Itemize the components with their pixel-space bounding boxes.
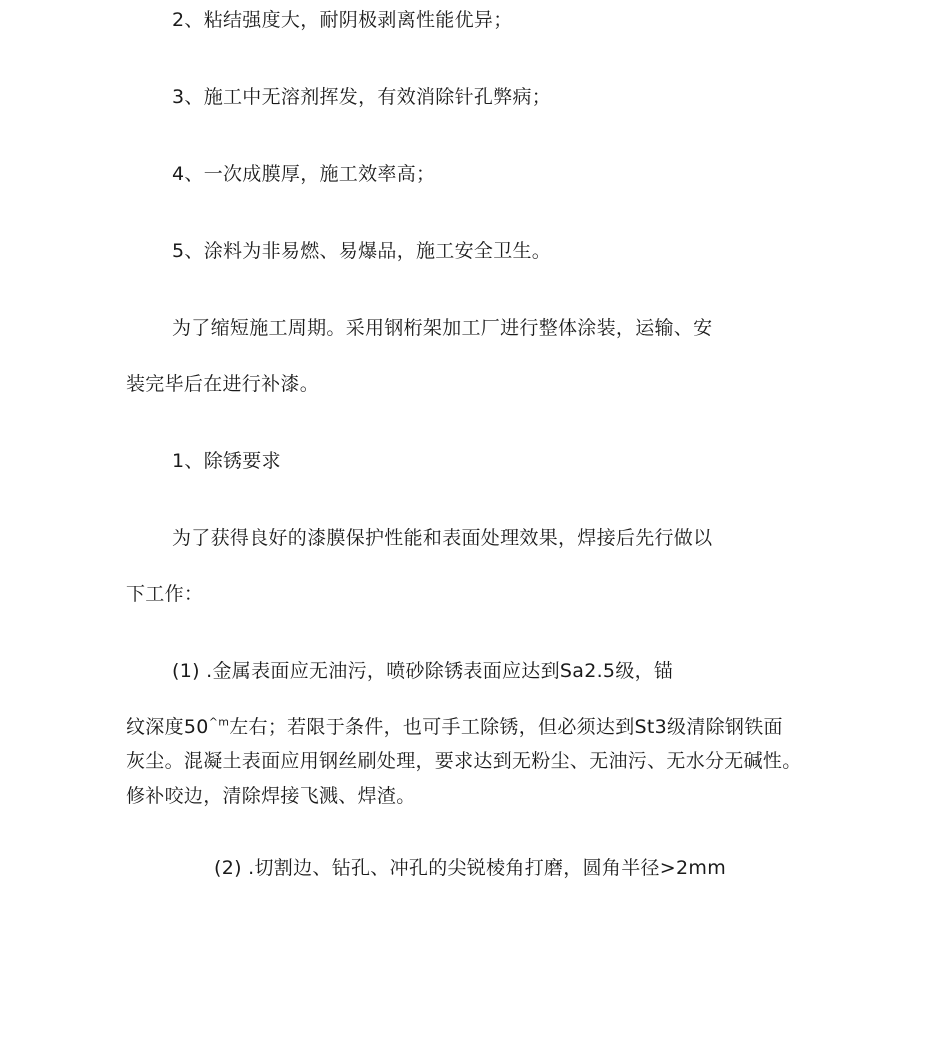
- unit-superscript: ^m: [208, 715, 230, 729]
- section-heading: 1、除锈要求: [172, 450, 281, 472]
- list-item-5: 5、涂料为非易燃、易爆品，施工安全卫生。: [172, 240, 552, 262]
- item-1-line-4: 修补咬边，清除焊接飞溅、焊渣。: [126, 785, 416, 807]
- item-1-line-2-rest: 左右；若限于条件，也可手工除锈，但必须达到St3级清除钢铁面: [229, 716, 783, 738]
- item-1-line-2: [126, 716, 783, 738]
- paragraph-2-line-1: 为了获得良好的漆膜保护性能和表面处理效果，焊接后先行做以: [172, 527, 713, 549]
- item-2-line-1: (2) .切割边、钻孔、冲孔的尖锐棱角打磨，圆角半径>2mm: [214, 857, 727, 879]
- list-item-4: 4、一次成膜厚，施工效率高；: [172, 163, 436, 185]
- item-1-line-1: (1) .金属表面应无油污，喷砂除锈表面应达到Sa2.5级，锚: [172, 660, 674, 682]
- paragraph-2-line-2: 下工作：: [126, 583, 204, 605]
- paragraph-1-line-1: 为了缩短施工周期。采用钢桁架加工厂进行整体涂装，运输、安: [172, 317, 713, 339]
- item-1-line-3: 灰尘。混凝土表面应用钢丝刷处理，要求达到无粉尘、无油污、无水分无碱性。: [126, 750, 802, 772]
- paragraph-1-line-2: 装完毕后在进行补漆。: [126, 373, 320, 395]
- list-item-3: 3、施工中无溶剂挥发，有效消除针孔弊病；: [172, 86, 552, 108]
- list-item-2: 2、粘结强度大，耐阴极剥离性能优异；: [172, 9, 513, 31]
- item-1-line-2-start: 纹深度50: [126, 716, 209, 738]
